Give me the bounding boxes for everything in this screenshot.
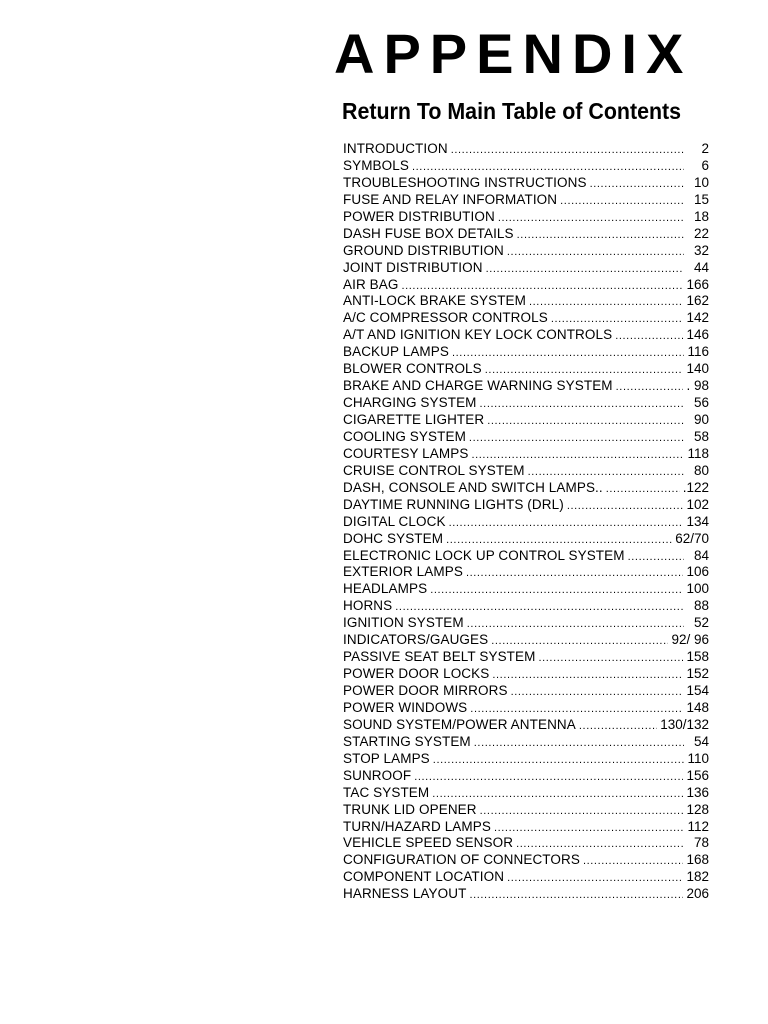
toc-dot-leader — [449, 515, 684, 532]
toc-entry-label: HORNS — [343, 598, 393, 614]
toc-entry-label: DIGITAL CLOCK — [343, 513, 446, 529]
toc-entry-label: BRAKE AND CHARGE WARNING SYSTEM — [343, 378, 613, 394]
toc-dot-leader — [590, 176, 684, 193]
toc-entry[interactable] — [343, 310, 711, 327]
toc-item — [343, 293, 711, 310]
toc-dot-leader — [579, 718, 657, 735]
toc-dot-leader — [628, 549, 684, 566]
toc-item — [343, 835, 711, 852]
toc-dot-leader — [469, 430, 684, 447]
toc-entry-page: 54 — [693, 733, 709, 749]
toc-entry-label: POWER DOOR MIRRORS — [343, 683, 508, 698]
toc-entry-page: 110 — [687, 750, 709, 766]
toc-entry-page: 134 — [686, 513, 709, 529]
toc-item — [343, 158, 711, 175]
toc-item — [343, 751, 711, 768]
toc-entry[interactable] — [343, 717, 711, 734]
toc-entry-page: 148 — [686, 699, 709, 715]
toc-dot-leader — [486, 261, 684, 278]
toc-entry-page: . 98 — [686, 378, 709, 394]
toc-entry[interactable] — [343, 446, 711, 463]
toc-dot-leader — [466, 565, 684, 582]
toc-item — [343, 615, 711, 632]
toc-entry-label: INDICATORS/GAUGES — [343, 632, 489, 648]
toc-entry-label: JOINT DISTRIBUTION — [343, 259, 483, 275]
toc-item — [343, 310, 711, 327]
toc-entry[interactable] — [343, 802, 711, 819]
toc-dot-leader — [529, 294, 683, 311]
toc-dot-leader — [480, 396, 684, 413]
toc-entry-page: 142 — [686, 310, 709, 326]
toc-entry[interactable] — [343, 768, 711, 785]
toc-dot-leader — [485, 362, 684, 379]
toc-dot-leader — [511, 684, 684, 701]
toc-entry-label: A/T AND IGNITION KEY LOCK CONTROLS — [343, 327, 613, 343]
toc-entry-page: 146 — [686, 327, 709, 343]
toc-entry-label: AIR BAG — [343, 276, 399, 292]
toc-entry[interactable] — [343, 785, 711, 802]
toc-entry-label: CIGARETTE LIGHTER — [343, 412, 485, 427]
return-to-main-toc-link[interactable]: Return To Main Table of Contents — [342, 98, 682, 124]
toc-dot-leader — [452, 345, 684, 362]
toc-item — [343, 514, 711, 531]
toc-dot-leader — [517, 227, 684, 244]
toc-entry[interactable] — [343, 598, 711, 615]
toc-entry-label: TRUNK LID OPENER — [343, 801, 477, 817]
toc-entry-label: COURTESY LAMPS — [343, 445, 469, 461]
toc-entry[interactable] — [343, 531, 711, 548]
toc-entry-page: 84 — [693, 547, 709, 563]
toc-dot-leader — [615, 328, 683, 345]
toc-item — [343, 209, 711, 226]
toc-dot-leader — [492, 667, 683, 684]
toc-item — [343, 852, 711, 869]
toc-entry-page: 128 — [686, 801, 709, 817]
toc-entry-page: 112 — [687, 818, 709, 834]
toc-entry-label: INTRODUCTION — [343, 141, 448, 156]
toc-entry-page: 152 — [686, 666, 709, 682]
toc-entry-page: 102 — [686, 496, 709, 512]
toc-entry-page: 136 — [686, 784, 709, 800]
toc-entry-page: 162 — [686, 293, 709, 309]
toc-entry-label: ELECTRONIC LOCK UP CONTROL SYSTEM — [343, 547, 625, 563]
toc-item — [343, 395, 711, 412]
toc-dot-leader — [430, 582, 683, 599]
toc-item — [343, 378, 711, 395]
toc-item — [343, 327, 711, 344]
toc-entry-label: HARNESS LAYOUT — [343, 886, 467, 902]
toc-item — [343, 260, 711, 277]
toc-item — [343, 717, 711, 734]
toc-entry-page: 10 — [693, 174, 709, 190]
toc-item — [343, 802, 711, 819]
toc-dot-leader — [469, 887, 683, 904]
toc-entry-label: A/C COMPRESSOR CONTROLS — [343, 310, 548, 326]
toc-entry-page: .122 — [682, 479, 709, 495]
toc-item — [343, 412, 711, 429]
toc-item — [343, 869, 711, 886]
toc-dot-leader — [487, 413, 684, 430]
toc-item — [343, 141, 711, 158]
toc-entry-label: COMPONENT LOCATION — [343, 869, 505, 885]
toc-entry-page: 2 — [701, 141, 709, 156]
toc-entry-page: 168 — [686, 852, 709, 868]
toc-entry-label: ANTI-LOCK BRAKE SYSTEM — [343, 293, 526, 309]
toc-entry-label: POWER DISTRIBUTION — [343, 208, 495, 224]
toc-entry[interactable] — [343, 615, 711, 632]
toc-entry-label: STARTING SYSTEM — [343, 733, 471, 749]
toc-entry[interactable] — [343, 429, 711, 446]
toc-entry-page: 22 — [693, 225, 709, 241]
toc-entry-page: 106 — [686, 564, 709, 580]
toc-item — [343, 581, 711, 598]
toc-entry[interactable] — [343, 344, 711, 361]
toc-entry-label: BLOWER CONTROLS — [343, 361, 482, 377]
toc-entry-label: COOLING SYSTEM — [343, 428, 466, 444]
toc-item — [343, 192, 711, 209]
toc-entry-label: TURN/HAZARD LAMPS — [343, 818, 491, 834]
toc-dot-leader — [583, 853, 684, 870]
toc-entry[interactable] — [343, 581, 711, 598]
toc-entry-label: DAYTIME RUNNING LIGHTS (DRL) — [343, 496, 564, 512]
toc-entry-label: SYMBOLS — [343, 157, 409, 173]
toc-item — [343, 649, 711, 666]
toc-entry-page: 52 — [693, 615, 709, 631]
toc-entry-label: SUNROOF — [343, 767, 412, 783]
toc-entry[interactable] — [343, 192, 711, 209]
toc-entry[interactable] — [343, 666, 711, 683]
toc-entry[interactable] — [343, 869, 711, 886]
toc-item — [343, 429, 711, 446]
toc-item — [343, 564, 711, 581]
toc-entry-label: HEADLAMPS — [343, 581, 428, 597]
toc-entry[interactable] — [343, 209, 711, 226]
toc-entry[interactable] — [343, 700, 711, 717]
toc-item — [343, 768, 711, 785]
toc-item — [343, 598, 711, 615]
toc-entry[interactable] — [343, 327, 711, 344]
toc-entry[interactable] — [343, 632, 711, 649]
toc-item — [343, 548, 711, 565]
toc-entry[interactable] — [343, 175, 711, 192]
toc-entry[interactable] — [343, 378, 711, 395]
toc-entry[interactable] — [343, 480, 711, 497]
toc-entry-label: DASH FUSE BOX DETAILS — [343, 225, 514, 241]
toc-entry[interactable] — [343, 649, 711, 666]
toc-entry[interactable] — [343, 260, 711, 277]
toc-entry[interactable] — [343, 514, 711, 531]
toc-item — [343, 446, 711, 463]
toc-dot-leader — [480, 803, 684, 820]
toc-dot-leader — [471, 447, 684, 464]
toc-entry-page: 166 — [686, 276, 709, 292]
toc-dot-leader — [414, 769, 683, 786]
toc-entry[interactable] — [343, 886, 711, 903]
page-title: APPENDIX — [334, 22, 693, 85]
toc-item — [343, 463, 711, 480]
toc-entry-page: 62/70 — [675, 530, 709, 546]
toc-entry[interactable] — [343, 819, 711, 836]
toc-entry[interactable] — [343, 548, 711, 565]
toc-entry-page: 58 — [693, 428, 709, 444]
toc-entry-label: CONFIGURATION OF CONNECTORS — [343, 852, 580, 868]
toc-entry-page: 100 — [686, 581, 709, 597]
toc-entry[interactable] — [343, 734, 711, 751]
toc-entry[interactable] — [343, 293, 711, 310]
toc-entry-label: BACKUP LAMPS — [343, 344, 449, 360]
toc-item — [343, 886, 711, 903]
toc-dot-leader — [494, 820, 684, 837]
toc-entry[interactable] — [343, 835, 711, 852]
toc-entry-page: 18 — [693, 208, 709, 224]
toc-dot-leader — [401, 278, 683, 295]
toc-item — [343, 344, 711, 361]
toc-item — [343, 683, 711, 700]
toc-entry[interactable] — [343, 463, 711, 480]
toc-entry-label: CHARGING SYSTEM — [343, 395, 477, 411]
toc-dot-leader — [432, 786, 683, 803]
toc-dot-leader — [538, 650, 683, 667]
toc-entry-page: 92/ 96 — [671, 632, 709, 648]
toc-dot-leader — [474, 735, 684, 752]
toc-dot-leader — [551, 311, 684, 328]
toc-entry-label: DOHC SYSTEM — [343, 530, 444, 546]
toc-item — [343, 175, 711, 192]
toc-item — [343, 819, 711, 836]
toc-entry-page: 32 — [693, 242, 709, 258]
toc-entry-label: VEHICLE SPEED SENSOR — [343, 835, 514, 851]
toc-entry-page: 154 — [686, 683, 709, 698]
toc-entry[interactable] — [343, 361, 711, 378]
toc-dot-leader — [451, 142, 684, 159]
toc-entry-page: 80 — [693, 462, 709, 478]
toc-entry-page: 44 — [693, 259, 709, 275]
toc-item — [343, 226, 711, 243]
toc-entry[interactable] — [343, 141, 711, 158]
toc-entry-page: 90 — [693, 412, 709, 427]
toc-entry-label: POWER DOOR LOCKS — [343, 666, 490, 682]
toc-entry-page: 156 — [686, 767, 709, 783]
toc-item — [343, 243, 711, 260]
toc-entry[interactable] — [343, 564, 711, 581]
toc-dot-leader — [470, 701, 683, 718]
toc-item — [343, 531, 711, 548]
toc-dot-leader — [507, 244, 684, 261]
toc-dot-leader — [467, 616, 684, 633]
toc-dot-leader — [412, 159, 684, 176]
toc-entry-page: 56 — [693, 395, 709, 411]
toc-dot-leader — [528, 464, 684, 481]
toc-entry-page: 182 — [686, 869, 709, 885]
toc-entry[interactable] — [343, 497, 711, 514]
toc-entry[interactable] — [343, 243, 711, 260]
toc-entry-page: 116 — [687, 344, 709, 360]
toc-entry-label: PASSIVE SEAT BELT SYSTEM — [343, 649, 536, 665]
toc-dot-leader — [491, 633, 668, 650]
toc-dot-leader — [507, 870, 683, 887]
toc-item — [343, 497, 711, 514]
toc-entry-label: TAC SYSTEM — [343, 784, 430, 800]
toc-item — [343, 700, 711, 717]
toc-entry-page: 130/132 — [660, 716, 709, 732]
toc-item — [343, 277, 711, 294]
toc-entry-label: FUSE AND RELAY INFORMATION — [343, 191, 558, 207]
toc-entry-page: 118 — [687, 445, 709, 461]
toc-dot-leader — [616, 379, 684, 396]
toc-entry-label: DASH, CONSOLE AND SWITCH LAMPS.. — [343, 479, 603, 495]
toc-entry-page: 88 — [693, 598, 709, 614]
toc-entry-label: IGNITION SYSTEM — [343, 615, 464, 631]
toc-item — [343, 734, 711, 751]
toc-item — [343, 480, 711, 497]
toc-item — [343, 666, 711, 683]
toc-dot-leader — [433, 752, 684, 769]
toc-entry-page: 6 — [701, 157, 709, 173]
toc-dot-leader — [498, 210, 684, 227]
toc-dot-leader — [395, 599, 684, 616]
toc-entry-page: 158 — [686, 649, 709, 665]
toc-entry-page: 140 — [686, 361, 709, 377]
toc-entry-label: STOP LAMPS — [343, 750, 430, 766]
toc-entry[interactable] — [343, 852, 711, 869]
toc-entry[interactable] — [343, 751, 711, 768]
toc-entry-label: GROUND DISTRIBUTION — [343, 242, 504, 258]
toc-dot-leader — [446, 532, 672, 549]
toc-item — [343, 361, 711, 378]
toc-entry-label: SOUND SYSTEM/POWER ANTENNA — [343, 716, 576, 732]
toc-entry[interactable] — [343, 412, 711, 429]
table-of-contents — [343, 141, 711, 903]
toc-item — [343, 785, 711, 802]
toc-item — [343, 632, 711, 649]
toc-dot-leader — [560, 193, 684, 210]
toc-entry-page: 78 — [693, 835, 709, 851]
toc-entry-label: CRUISE CONTROL SYSTEM — [343, 462, 525, 478]
toc-dot-leader — [516, 836, 684, 853]
toc-entry-page: 15 — [693, 191, 709, 207]
toc-dot-leader — [567, 498, 684, 515]
toc-entry[interactable] — [343, 226, 711, 243]
toc-entry-page: 206 — [686, 886, 709, 902]
toc-entry-label: TROUBLESHOOTING INSTRUCTIONS — [343, 174, 587, 190]
toc-entry[interactable] — [343, 683, 711, 700]
toc-entry[interactable] — [343, 395, 711, 412]
toc-entry-label: POWER WINDOWS — [343, 699, 468, 715]
toc-dot-leader — [606, 481, 680, 498]
toc-entry-label: EXTERIOR LAMPS — [343, 564, 463, 580]
toc-entry[interactable] — [343, 277, 711, 294]
toc-entry[interactable] — [343, 158, 711, 175]
